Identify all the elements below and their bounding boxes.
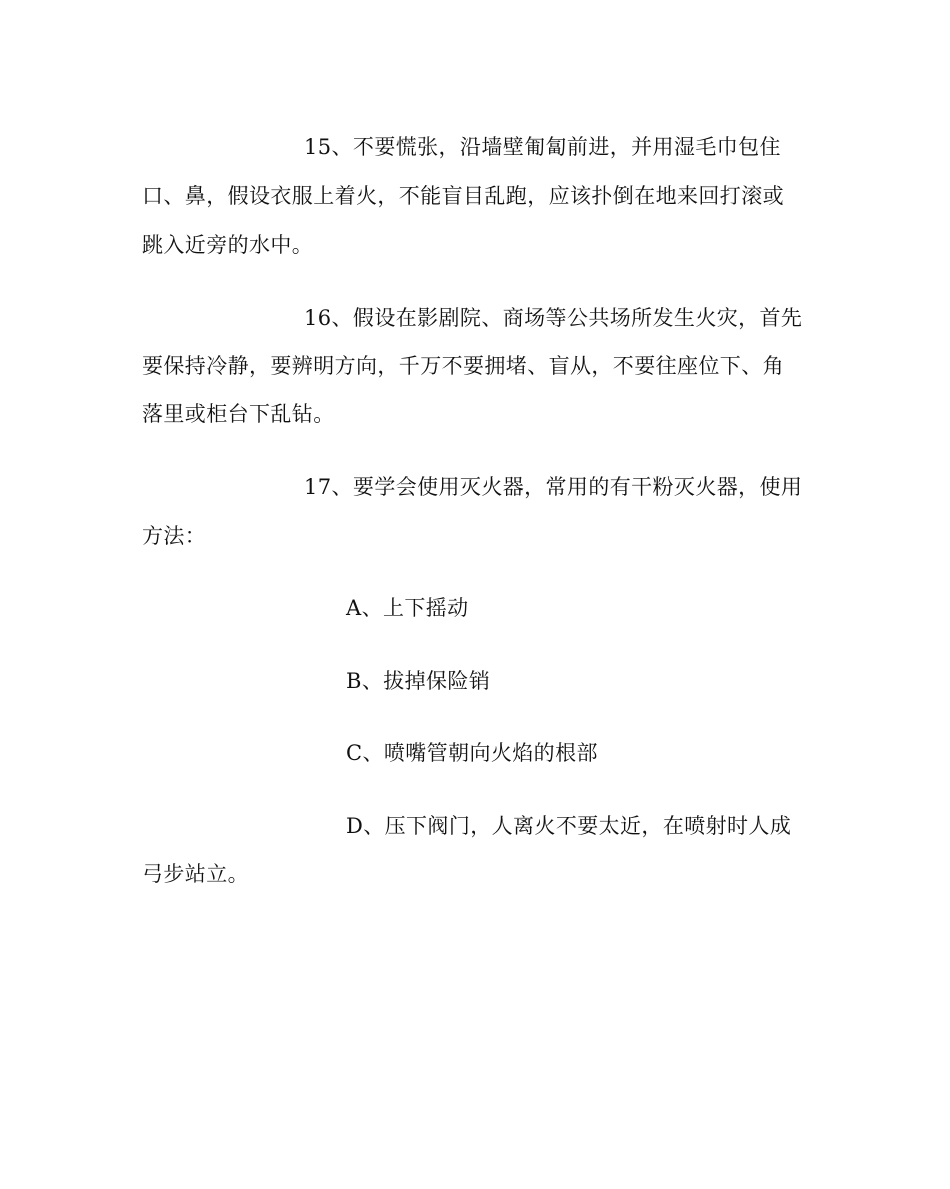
- step-a: A、上下摇动: [346, 596, 469, 620]
- item-15-line-3: 跳入近旁的水中。: [142, 233, 314, 257]
- item-17-line-2: 方法：: [142, 524, 207, 548]
- item-16-line-2: 要保持冷静，要辨明方向，千万不要拥堵、盲从，不要往座位下、角: [142, 354, 784, 378]
- item-15-line-1: 15、不要慌张，沿墙壁匍匐前进，并用湿毛巾包住: [304, 135, 781, 159]
- item-16-line-3: 落里或柜台下乱钻。: [142, 402, 335, 426]
- step-d-line-1: D、压下阀门，人离火不要太近，在喷射时人成: [346, 814, 792, 838]
- item-16-line-1: 16、假设在影剧院、商场等公共场所发生火灾，首先: [304, 306, 803, 330]
- step-d-line-2: 弓步站立。: [142, 862, 249, 886]
- step-b: B、拔掉保险销: [346, 669, 491, 693]
- step-c: C、喷嘴管朝向火焰的根部: [346, 741, 598, 765]
- item-17-line-1: 17、要学会使用灭火器，常用的有干粉灭火器，使用: [304, 475, 803, 499]
- item-15-line-2: 口、鼻，假设衣服上着火，不能盲目乱跑，应该扑倒在地来回打滚或: [142, 184, 784, 208]
